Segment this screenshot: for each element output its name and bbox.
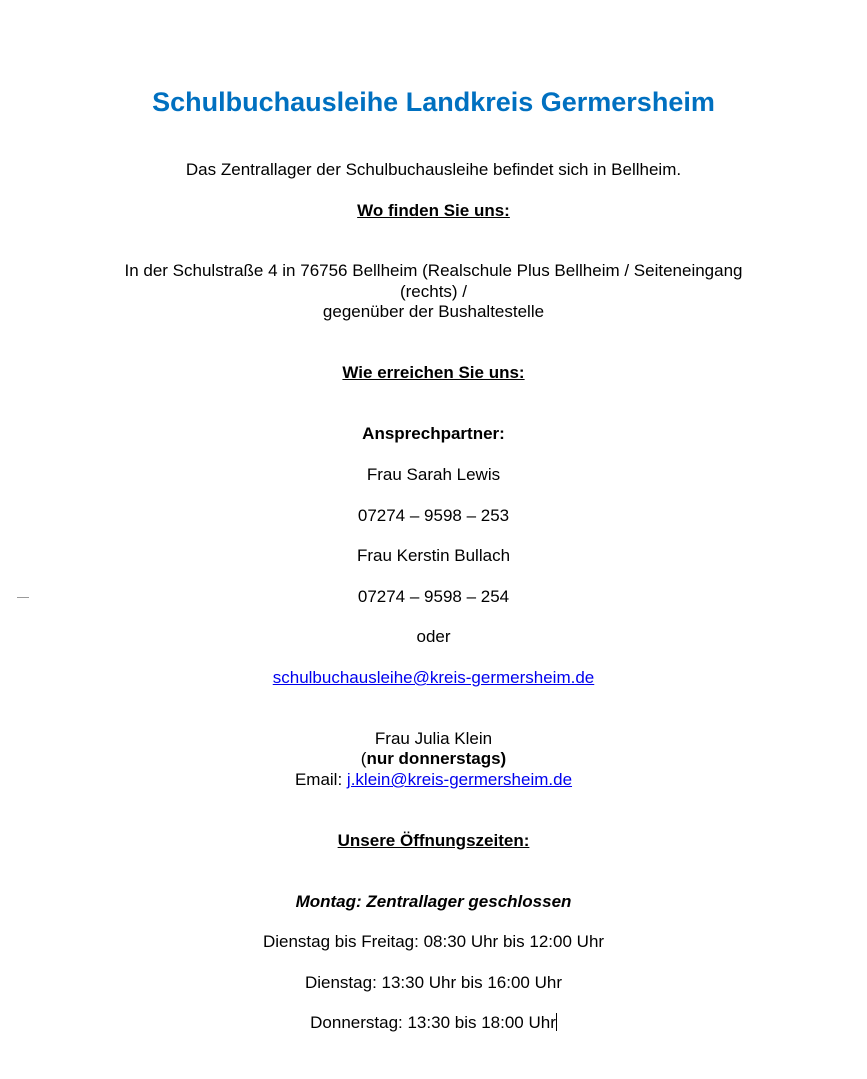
- contact-person-3-email-link[interactable]: j.klein@kreis-germersheim.de: [346, 770, 573, 789]
- intro-text: Das Zentrallager der Schulbuchausleihe befindet sich in Bellheim.: [185, 160, 682, 179]
- hours-thursday-line: [0, 1012, 867, 1033]
- contact-person-2-phone: 07274 – 9598 – 254: [357, 587, 510, 606]
- contact-person-2-name: Frau Kerstin Bullach: [356, 546, 511, 565]
- contact-person-3-note: nur donnerstags): [366, 749, 507, 768]
- note-open-paren: (: [360, 749, 367, 768]
- page-title: Schulbuchausleihe Landkreis Germersheim: [152, 87, 715, 117]
- contact-subheading: Ansprechpartner:: [362, 424, 505, 443]
- contact-heading-line: [0, 362, 867, 383]
- hours-tue-fri: Dienstag bis Freitag: 08:30 Uhr bis 12:00 Uhr: [262, 932, 605, 951]
- contact-person-3-note-line: [0, 748, 867, 769]
- contact-person-1-phone: 07274 – 9598 – 253: [357, 506, 510, 525]
- hours-thursday: Donnerstag: 13:30 bis 18:00 Uhr: [310, 1013, 556, 1032]
- shared-email-link[interactable]: schulbuchausleihe@kreis-germersheim.de: [272, 668, 595, 687]
- text-cursor: [556, 1013, 557, 1031]
- location-heading-line: [0, 200, 867, 221]
- address-line-3: gegenüber der Bushaltestelle: [322, 302, 545, 321]
- hours-heading: Unsere Öffnungszeiten:: [337, 831, 530, 850]
- location-heading: Wo finden Sie uns:: [357, 201, 510, 220]
- contact-person-3-name: Frau Julia Klein: [374, 729, 493, 748]
- or-text: oder: [416, 627, 451, 646]
- contact-heading: Wie erreichen Sie uns:: [342, 363, 525, 382]
- email-label: Email:: [294, 770, 347, 789]
- hours-heading-line: [0, 830, 867, 851]
- address-line-1: In der Schulstraße 4 in 76756 Bellheim (Realschule Plus Bellheim / Seiteneingang: [124, 261, 743, 280]
- contact-person-3-email-line: [0, 769, 867, 790]
- hours-tuesday: Dienstag: 13:30 Uhr bis 16:00 Uhr: [304, 973, 563, 992]
- contact-person-1-name: Frau Sarah Lewis: [366, 465, 501, 484]
- hours-monday: Montag: Zentrallager geschlossen: [295, 892, 572, 911]
- shared-email-line: [0, 667, 867, 688]
- address-line-2: (rechts) /: [399, 282, 468, 301]
- margin-mark: [17, 597, 29, 598]
